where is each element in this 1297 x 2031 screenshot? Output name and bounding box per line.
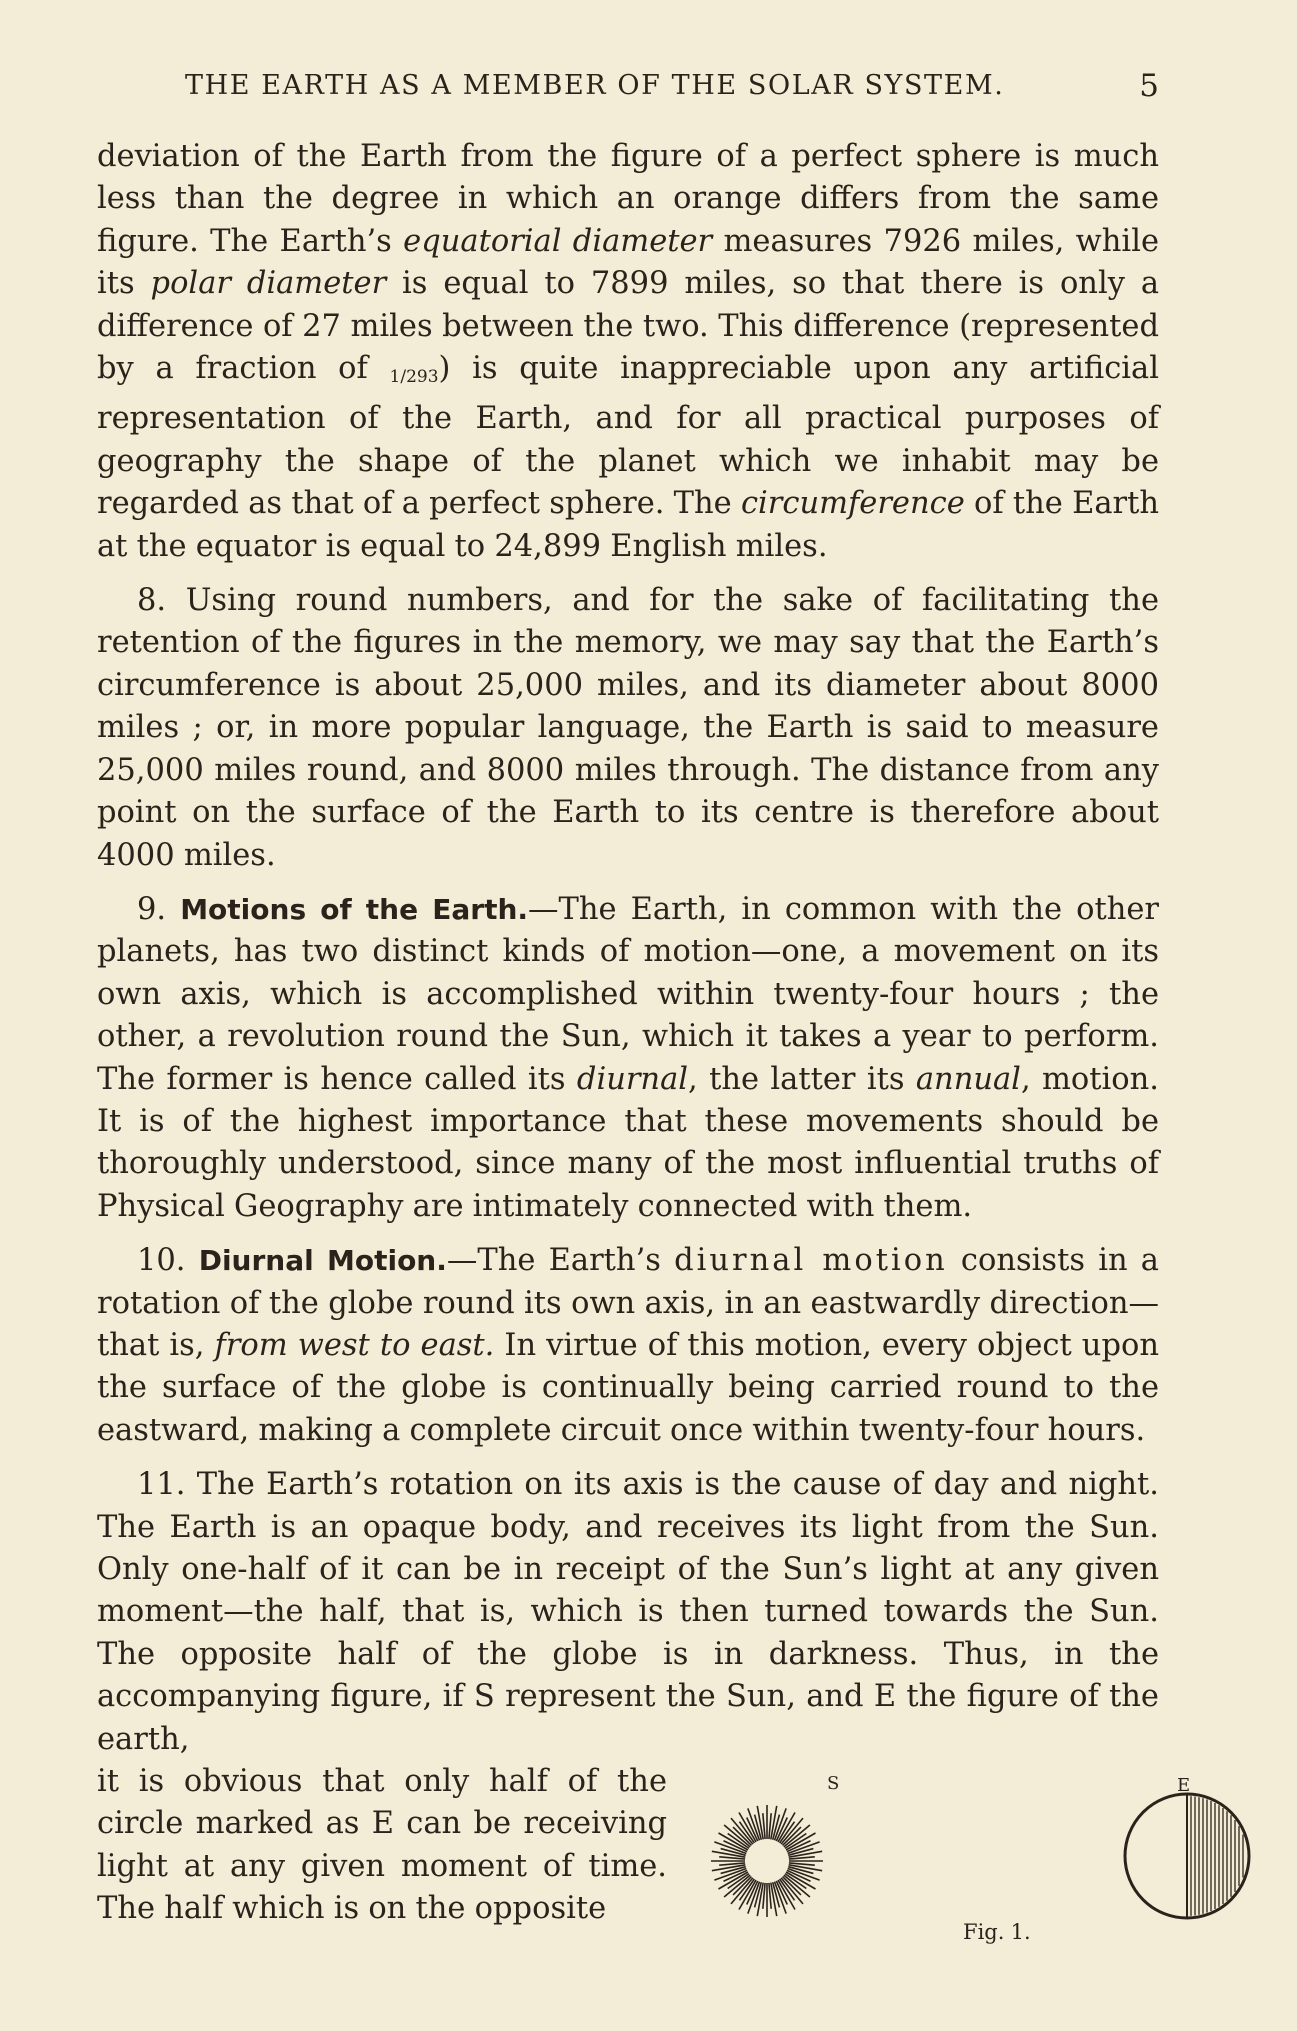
body-text [97,136,1191,1945]
italic-term: annual [915,1061,1021,1097]
italic-term: polar diameter [150,266,387,302]
earth-label: E [1177,1775,1191,1797]
italic-term: from west to east. [214,1327,495,1363]
paragraph-11-wrap: it is obvious that only half of the circle marked as E can be receiving light at any given moment of time. The half which is on the opposite [97,1764,667,1927]
spaced-term: diurnal motion [674,1243,948,1279]
figure-caption: Fig. 1. [963,1920,1031,1945]
fraction: 1/293 [389,367,439,388]
sun-icon [711,1805,823,1917]
paragraph-11: 11. The Earth’s rotation on its axis is the cause of day and night. The Earth is an opaque body, and receives its light from the Sun. Only one-half of it can be in receipt of the Sun’s light at any given moment—the half, that is, which is then turned towards the Sun. The opposite half of the globe is in darkness. Thus, in the accompanying figure, if S represent the Sun, and E the figure of the earth, [97,1467,1159,1757]
page-number: 5 [1139,68,1159,104]
figure-wrap-block [97,1761,1191,1945]
italic-term: circumference [740,486,965,522]
sun-label: S [827,1773,840,1795]
italic-term: diurnal [576,1061,689,1097]
running-head [97,62,1167,112]
paragraph-9: 9. Motions of the Earth.—The Earth, in common with the other planets, has two distinct kinds of motion—one, a movement on its own axis, which is accomplished within twenty-four hours ; the other, a revolution round the Sun, which it takes a year to perform. The former is hence called its diurnal, the latter its annual, motion. It is of the highest importance that these movements should be thoroughly understood, since many of the most influential truths of Physical Geography are intimately connected with them. [97,891,1159,1224]
section-heading: Diurnal Motion. [198,1244,447,1278]
paragraph-10: 10. Diurnal Motion.—The Earth’s diurnal motion consists in a rotation of the globe round its own axis, in an eastwardly direction—that is, from west to east. In virtue of this motion, every object upon the surface of the globe is continually being carried round to the eastward, making a complete circuit once within twenty-four hours. [97,1243,1159,1448]
figure-1 [679,1753,1259,1963]
earth-icon [1125,1794,1249,1918]
running-title: THE EARTH AS A MEMBER OF THE SOLAR SYSTEM. [185,70,1005,101]
section-heading: Motions of the Earth. [180,892,529,926]
paragraph-continued: deviation of the Earth from the figure of a perfect sphere is much less than the degree in which an orange differs from the same figure. The Earth’s equatorial diameter measures 7926 miles, while its polar diameter is equal to 7899 miles, so that there is only a difference of 27 miles between the two. This difference (represented by a fraction of 1/293) is quite inappreciable upon any artificial representation of the Earth, and for all practical purposes of geography the shape of the planet which we inhabit may be regarded as that of a perfect sphere. The circumference of the Earth at the equator is equal to 24,899 English miles. [97,139,1159,564]
paragraph-8: 8. Using round numbers, and for the sake of facilitating the retention of the figures in the memory, we may say that the Earth’s circumference is about 25,000 miles, and its diameter about 8000 miles ; or, in more popular language, the Earth is said to measure 25,000 miles round, and 8000 miles through. The distance from any point on the surface of the Earth to its centre is therefore about 4000 miles. [97,583,1159,873]
italic-term: equatorial diameter [403,223,713,259]
